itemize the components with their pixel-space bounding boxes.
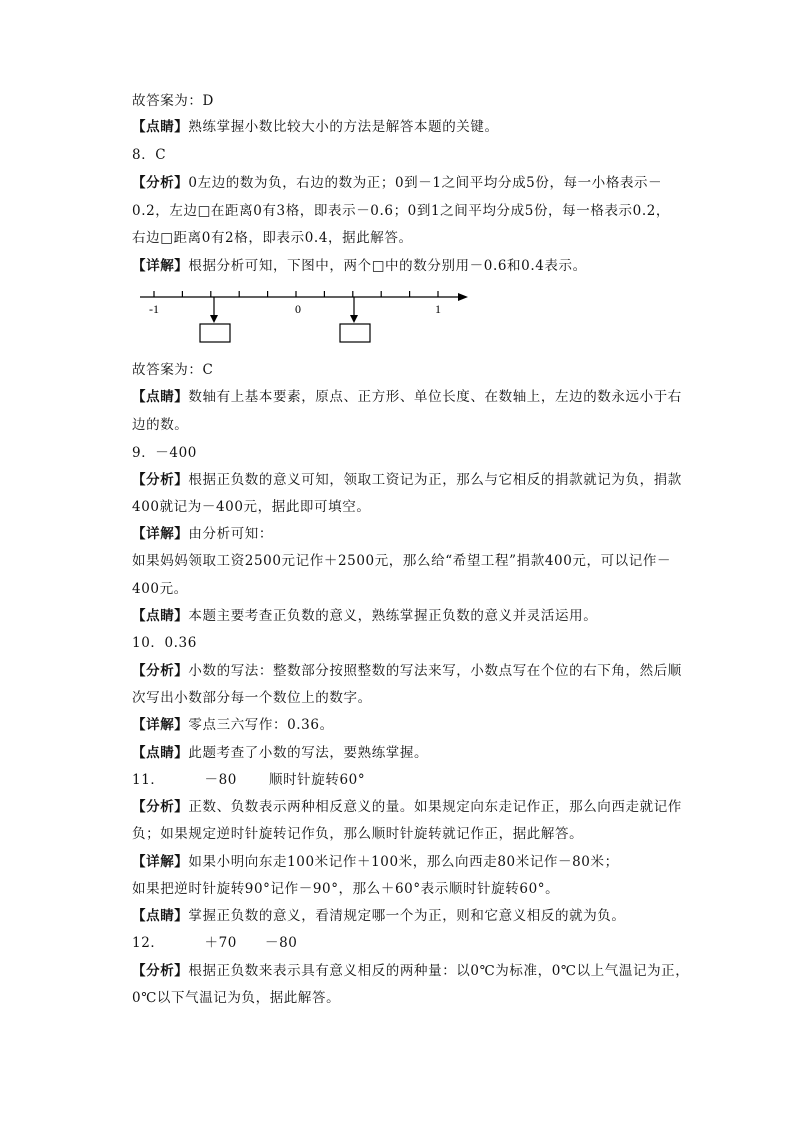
- right-pointer-arrowhead: [350, 315, 358, 323]
- analysis-line: 0℃以下气温记为负，据此解答。: [132, 990, 341, 1006]
- label-one: 1: [435, 302, 441, 316]
- analysis-line: 【分析】0左边的数为负，右边的数为正；0到－1之间平均分成5份，每一小格表示－: [132, 175, 663, 191]
- comment-line: 【点睛】数轴有上基本要素，原点、正方形、单位长度、在数轴上，左边的数永远小于右: [132, 389, 682, 405]
- analysis-line: 负；如果规定逆时针旋转记作负，那么顺时针旋转就记作正，据此解答。: [132, 826, 584, 842]
- comment-line: 【点睛】掌握正负数的意义，看清规定哪一个为正，则和它意义相反的就为负。: [132, 908, 626, 924]
- detail-line: 如果把逆时针旋转90°记作－90°，那么＋60°表示顺时针旋转60°。: [132, 881, 560, 897]
- number-line-arrowhead: [458, 293, 468, 301]
- question-number: 10．0.36: [132, 635, 197, 651]
- analysis-line: 次写出小数部分每一个数位上的数字。: [132, 690, 372, 706]
- label-minus-one: -1: [149, 302, 159, 316]
- analysis-line: 右边□距离0有2格，即表示0.4，据此解答。: [132, 230, 413, 246]
- question-number: 11． －80 顺时针旋转60°: [132, 772, 366, 788]
- detail-line: 如果妈妈领取工资2500元记作＋2500元，那么给“希望工程”捐款400元，可以记作－: [132, 553, 672, 569]
- comment-line: 【点睛】此题考查了小数的写法，要熟练掌握。: [132, 745, 429, 761]
- number-line-figure: [132, 281, 472, 347]
- label-zero: 0: [295, 302, 301, 316]
- left-answer-box: [200, 324, 230, 342]
- question-number: 9．－400: [132, 445, 197, 461]
- analysis-line: 0.2，左边□在距离0有3格，即表示－0.6；0到1之间平均分成5份，每一格表示0.2，: [132, 203, 671, 219]
- detail-line: 【详解】如果小明向东走100米记作＋100米，那么向西走80米记作－80米；: [132, 854, 619, 870]
- question-number: 12． ＋70 －80: [132, 935, 298, 951]
- analysis-line: 400就记为－400元，据此即可填空。: [132, 499, 371, 515]
- comment-line: 【点睛】熟练掌握小数比较大小的方法是解答本题的关键。: [132, 119, 499, 135]
- detail-line: 【详解】零点三六写作：0.36。: [132, 717, 334, 733]
- analysis-line: 【分析】小数的写法：整数部分按照整数的写法来写，小数点写在个位的右下角，然后顺: [132, 663, 682, 679]
- analysis-line: 【分析】根据正负数来表示具有意义相反的两种量：以0℃为标准，0℃以上气温记为正，: [132, 963, 690, 979]
- answer-line: 故答案为：C: [132, 362, 214, 378]
- number-line-ticks: [154, 291, 438, 297]
- right-answer-box: [340, 324, 370, 342]
- question-number: 8．C: [132, 147, 167, 163]
- answer-line: 故答案为：D: [132, 93, 214, 109]
- detail-line: 【详解】根据分析可知，下图中，两个□中的数分别用－0.6和0.4表示。: [132, 258, 587, 274]
- analysis-line: 【分析】正数、负数表示两种相反意义的量。如果规定向东走记作正，那么向西走就记作: [132, 799, 682, 815]
- comment-line: 边的数。: [132, 417, 189, 433]
- left-pointer-arrowhead: [210, 315, 218, 323]
- detail-line: 400元。: [132, 581, 188, 597]
- comment-line: 【点睛】本题主要考查正负数的意义，熟练掌握正负数的意义并灵活运用。: [132, 608, 598, 624]
- analysis-line: 【分析】根据正负数的意义可知，领取工资记为正，那么与它相反的捐款就记为负，捐款: [132, 472, 682, 488]
- detail-line: 【详解】由分析可知：: [132, 526, 274, 542]
